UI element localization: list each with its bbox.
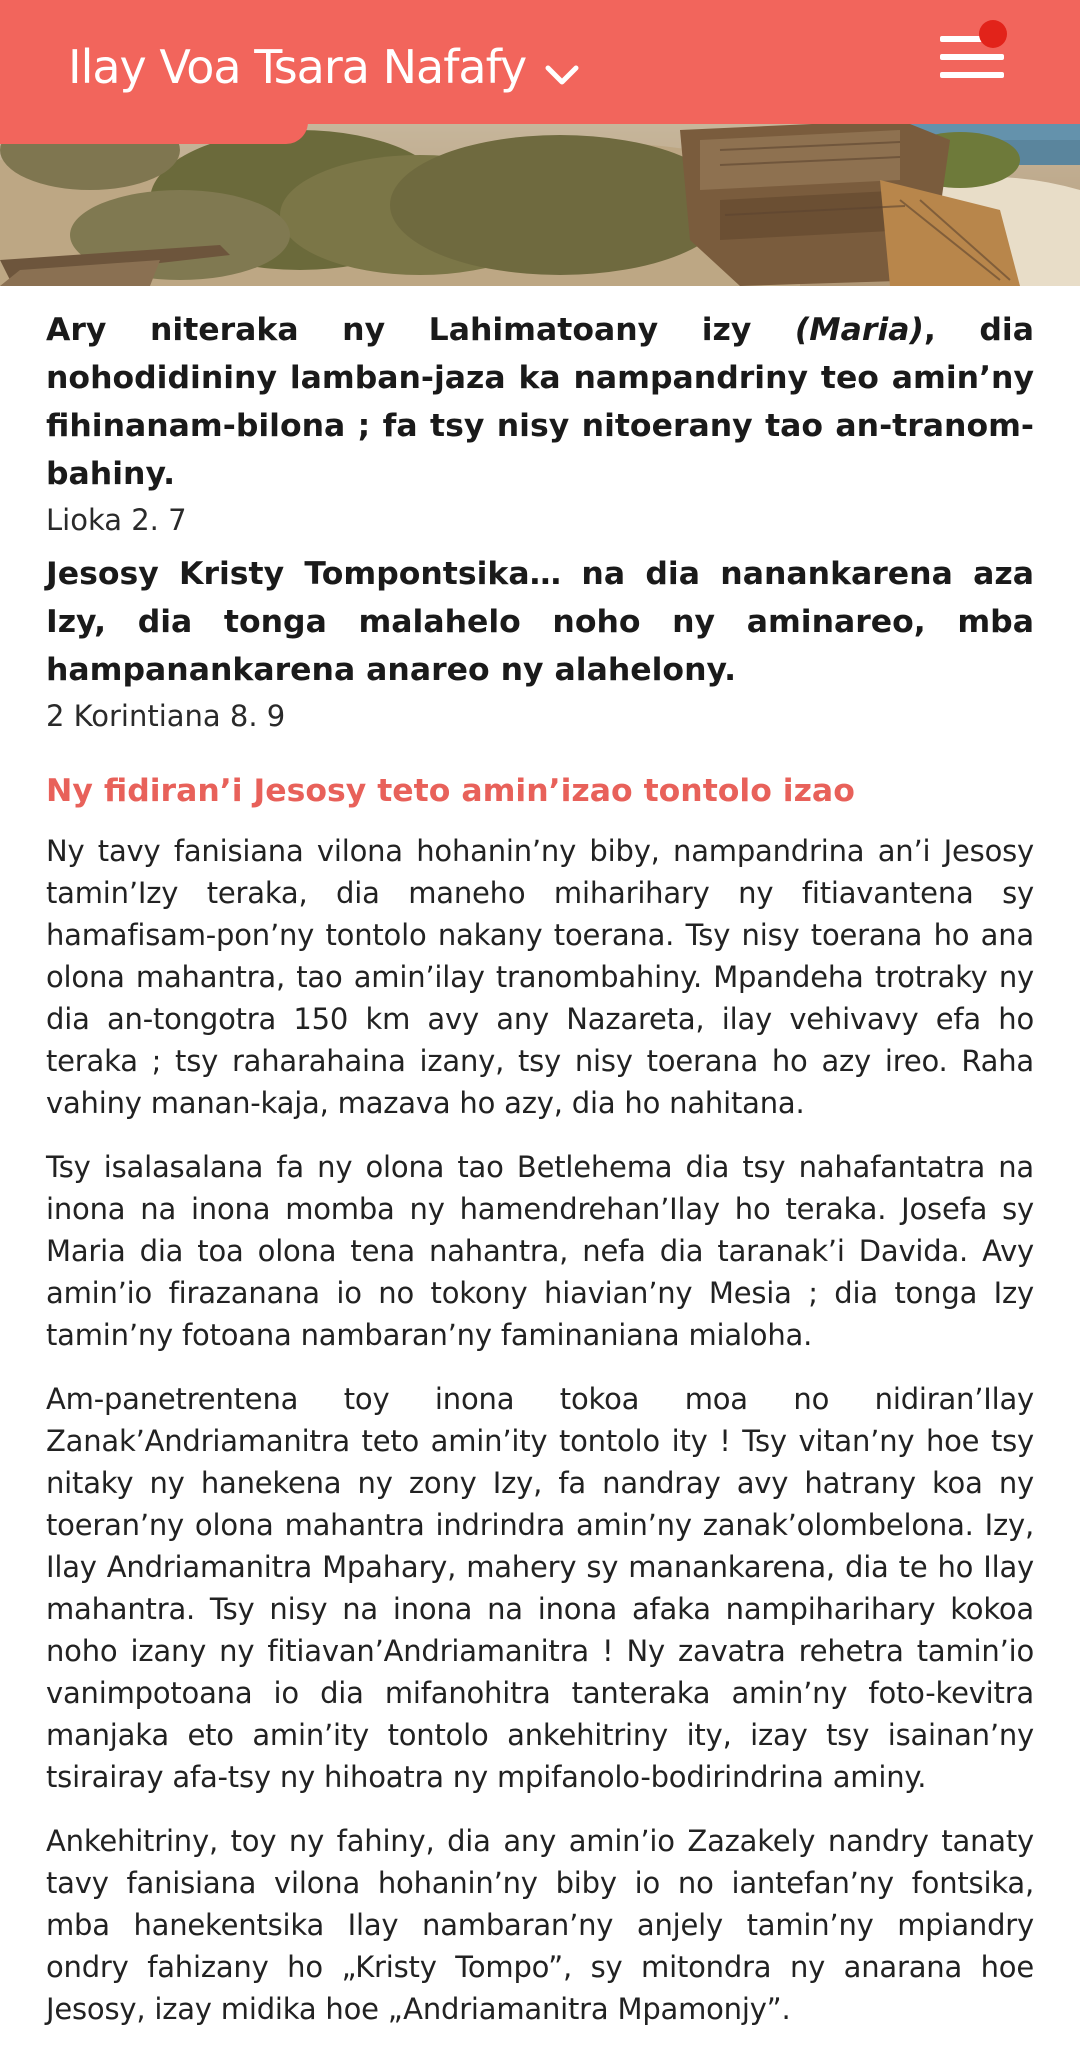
article-paragraph: Tsy isalasalana fa ny olona tao Betlehema dia tsy nahafantatra na inona na inona momba ny hamendrehan’Ilay ho teraka. Josefa sy Maria dia toa olona tena nahantra, nefa dia taranak’i Davida. Avy amin’io firazanana io no tokony hiavian’ny Mesia ; dia tonga Izy tamin’ny fotoana nambaran’ny faminaniana mialoha. xyxy=(46,1150,1034,1352)
app-header xyxy=(0,0,1080,124)
main-content xyxy=(46,306,1034,2052)
article-paragraph: Ankehitriny, toy ny fahiny, dia any amin’io Zazakely nandry tanaty tavy fanisiana vilona hohanin’ny biby io no iantefan’ny fontsika, mba hanekentsika Ilay nambaran’ny anjely tamin’ny mpiandry ondry fahizany ho „Kristy Tompo”, sy mitondra ny anarana hoe Jesosy, izay midika hoe „Andriamanitra Mpamonjy”. xyxy=(46,1824,1034,2026)
notification-dot-icon xyxy=(979,20,1007,48)
hero-banner-image xyxy=(0,120,1080,286)
app-title-dropdown[interactable] xyxy=(68,28,580,106)
verse-emphasis: (Maria) xyxy=(794,312,924,348)
header-tab-decoration xyxy=(0,118,308,144)
article-paragraph: Ny tavy fanisiana vilona hohanin’ny biby, nampandrina an’i Jesosy tamin’Izy teraka, dia maneho miharihary ny fitiavantena sy hamafisam-pon’ny tontolo nakany toerana. Tsy nisy toerana ho ana olona mahantra, tao amin’ilay tranombahiny. Mpandeha trotraky ny dia an-tongotra 150 km avy any Nazareta, ilay vehivavy efa ho teraka ; tsy raharahaina izany, tsy nisy toerana ho azy ireo. Raha vahiny manan-kaja, mazava ho azy, dia ho nahitana. xyxy=(46,834,1034,1120)
chevron-down-icon xyxy=(544,38,580,106)
verse-text: Ary niteraka ny Lahimatoany izy (Maria), dia nohodidininy lamban-jaza ka nampandriny teo amin’ny fihinanam-bilona ; fa tsy nisy nitoerany tao an-tranom-bahiny. xyxy=(46,312,1034,492)
article-paragraph: Am-panetrentena toy inona tokoa moa no nidiran’Ilay Zanak’Andriamanitra teto amin’ity tontolo ity ! Tsy vitan’ny hoe tsy nitaky ny hanekena ny zony Izy, fa nandray avy hatrany koa ny toeran’ny olona mahantra indrindra amin’ny zanak’olombelona. Izy, Ilay Andriamanitra Mpahary, mahery sy manankarena, dia te ho Ilay mahantra. Tsy nisy na inona na inona afaka nampiharihary kokoa noho izany ny fitiavan’Andriamanitra ! Ny zavatra rehetra tamin’io vanimpotoana io dia mifanohitra tanteraka amin’ny foto-kevitra manjaka eto amin’ity tontolo ankehitriny ity, izay tsy isainan’ny tsirairay afa-tsy ny hihoatra ny mpifanolo-bodirindrina aminy. xyxy=(46,1382,1034,1794)
beach-hut-illustration xyxy=(0,120,1080,286)
verse-text: Jesosy Kristy Tompontsika… na dia nanankarena aza Izy, dia tonga malahelo noho ny aminareo, mba hampanankarena anareo ny alahelony. xyxy=(46,556,1034,688)
verse-reference: Lioka 2. 7 xyxy=(46,503,187,537)
verse-reference: 2 Korintiana 8. 9 xyxy=(46,699,286,733)
article-title: Ny fidiran’i Jesosy teto amin’izao tontolo izao xyxy=(46,773,855,809)
app-title: Ilay Voa Tsara Nafafy xyxy=(68,40,527,94)
